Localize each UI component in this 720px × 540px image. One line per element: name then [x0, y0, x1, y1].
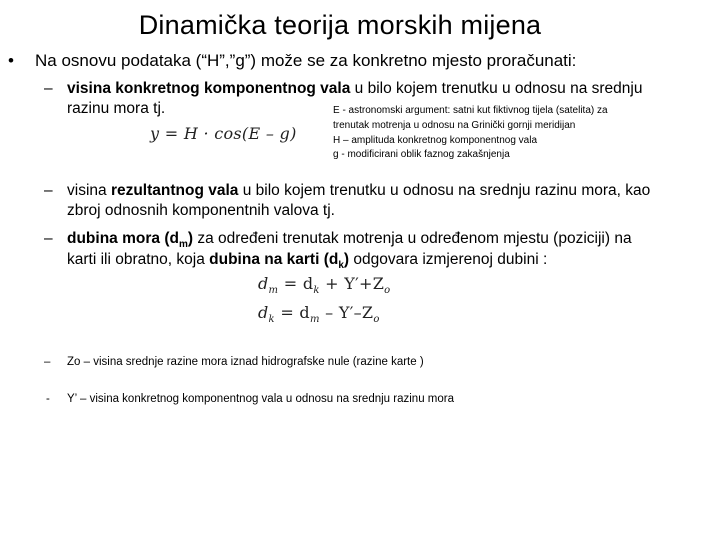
- note-line: E - astronomski argument: satni kut fiktivnog tijela (satelita) za: [333, 105, 608, 116]
- item3-dash: –: [44, 230, 53, 247]
- item3-line2-post: odgovara izmjerenoj dubini :: [349, 251, 548, 268]
- footnote-marker: -: [46, 393, 50, 405]
- item3-bold1-end: ): [187, 230, 194, 247]
- item2-pre: visina: [67, 182, 111, 199]
- item2-line1: [67, 180, 650, 201]
- item2-dash: –: [44, 182, 53, 199]
- item3-bold2: dubina na karti (d: [209, 251, 339, 268]
- item1-line2: razinu mora tj.: [67, 100, 166, 117]
- footnote-marker: –: [44, 356, 51, 368]
- formula-depth-chart: $d_k = d_m - Y'-Z_o$: [258, 303, 380, 326]
- item2-rest: u bilo kojem trenutku u odnosu na srednju razinu mora, kao: [238, 182, 651, 199]
- item3-line2: [67, 249, 547, 276]
- footnote-y: Y’ – visina konkretnog komponentnog vala u odnosu na srednju razinu mora: [67, 393, 454, 405]
- formula-depth-measured: $d_m = d_k + Y'+Z_o$: [258, 274, 391, 297]
- note-line: g - modificirani oblik faznog zakašnjenja: [333, 149, 510, 160]
- item3-sub2: k: [338, 260, 344, 272]
- item3-bold1: dubina mora (d: [67, 230, 179, 247]
- item3-sub1: m: [178, 239, 188, 251]
- footnote-zo: Zo – visina srednje razine mora iznad hidrografske nule (razine karte ): [67, 356, 424, 368]
- page-title: Dinamička teorija morskih mijena: [138, 10, 542, 40]
- item1-rest: u bilo kojem trenutku u odnosu na srednju: [350, 80, 643, 97]
- formula-wave-height: y = H · cos(E – g): [150, 124, 297, 143]
- item3-bold2-end: ): [343, 251, 350, 268]
- bullet-marker: •: [8, 51, 14, 70]
- item2-line2: zbroj odnosnih komponentnih valova tj.: [67, 202, 335, 219]
- item2-bold: rezultantnog vala: [110, 182, 239, 199]
- item1-line1: [67, 78, 642, 99]
- item1-bold: visina konkretnog komponentnog vala: [67, 80, 351, 97]
- item3-line2-pre: karti ili obratno, koja: [67, 251, 210, 268]
- note-line: H – amplituda konkretnog komponentnog vala: [333, 135, 538, 146]
- item3-mid: za određeni trenutak motrenja u određenom mjestu (poziciji) na: [193, 230, 632, 247]
- bullet-text: Na osnovu podataka (“H”,”g”) može se za konkretno mjesto proračunati:: [35, 51, 577, 70]
- note-line: trenutak motrenja u odnosu na Grinički gornji meridijan: [333, 120, 576, 131]
- item1-dash: –: [44, 80, 53, 97]
